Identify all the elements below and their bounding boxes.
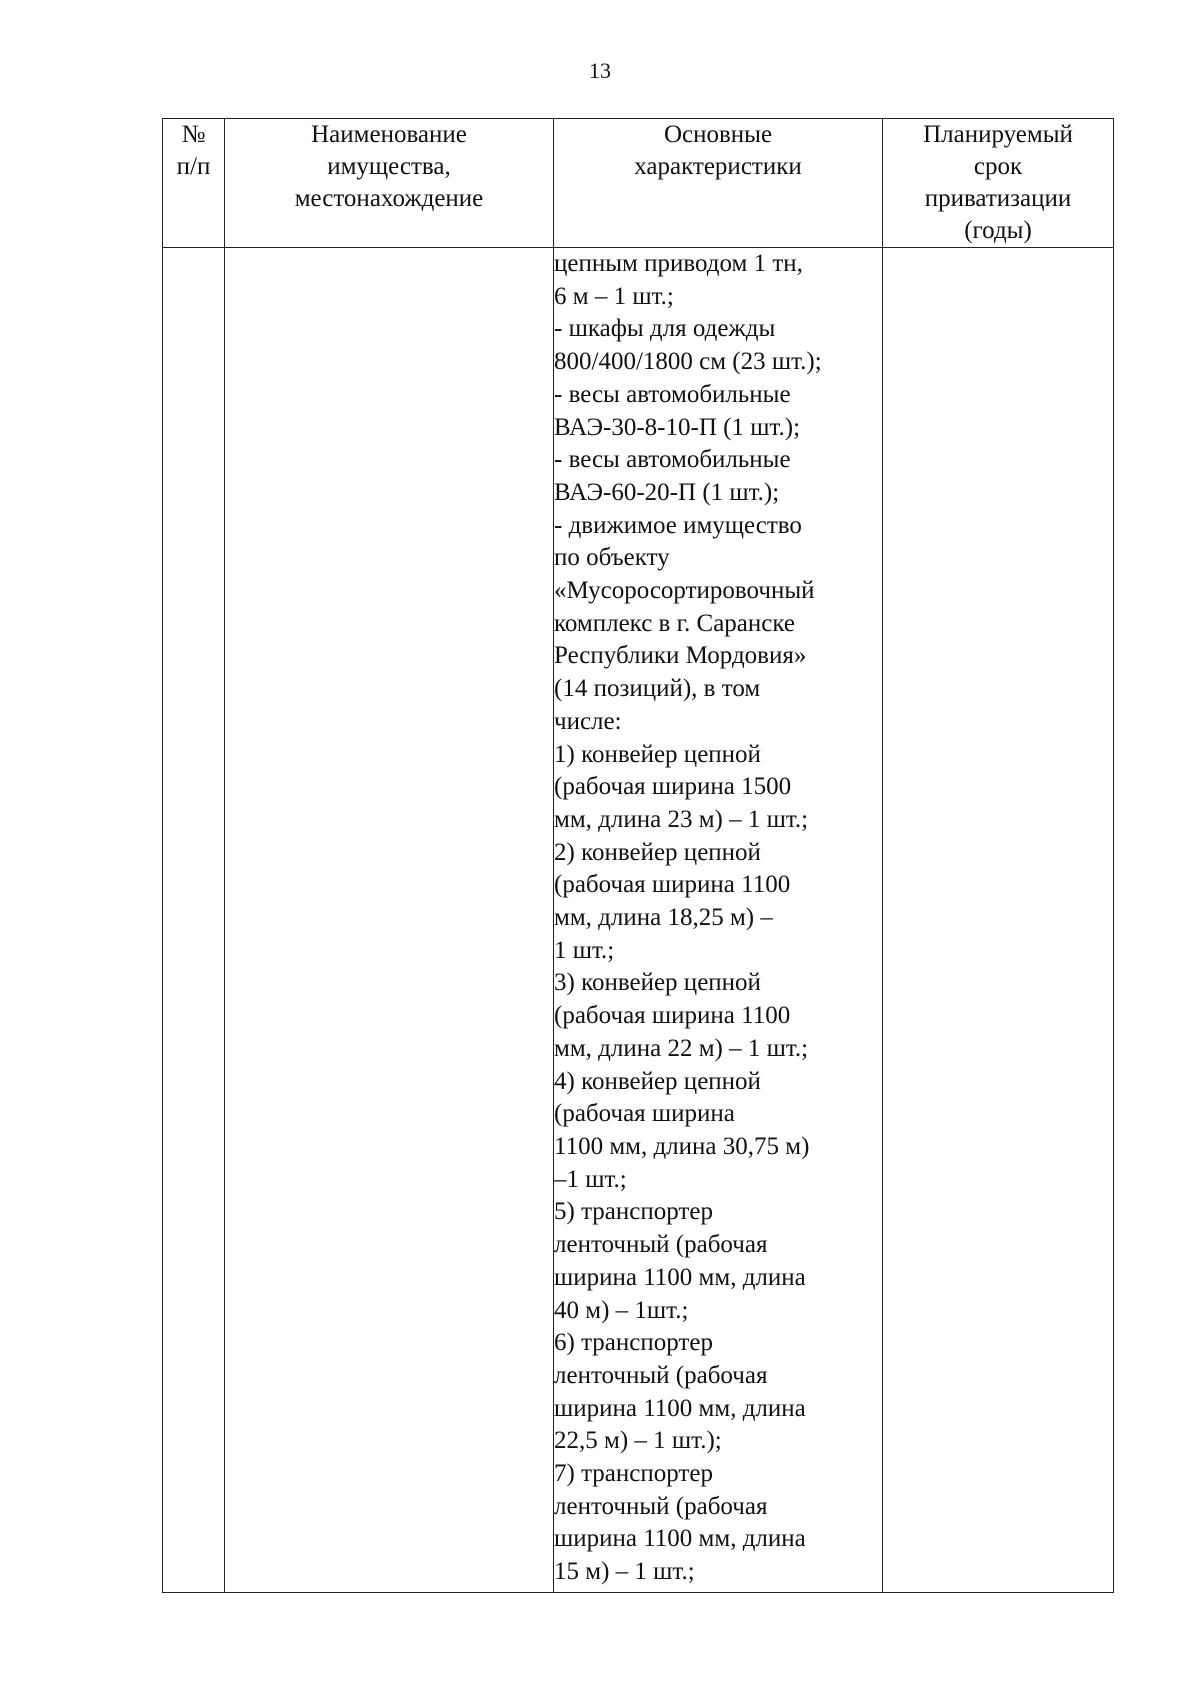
characteristics-line: (рабочая ширина bbox=[554, 1100, 735, 1128]
characteristics-line: мм, длина 22 м) – 1 шт.; bbox=[554, 1034, 809, 1062]
header-period-line: (годы) bbox=[964, 217, 1032, 244]
characteristics-line: 1 шт.; bbox=[554, 936, 615, 964]
page-number: 13 bbox=[589, 58, 611, 83]
characteristics-line: цепным приводом 1 тн, bbox=[554, 250, 803, 277]
characteristics-line: мм, длина 18,25 м) – bbox=[554, 904, 773, 932]
characteristics-line: Республики Мордовия» bbox=[554, 642, 807, 670]
characteristics-line: (рабочая ширина 1500 bbox=[554, 773, 792, 801]
characteristics-line: 40 м) – 1шт.; bbox=[554, 1296, 689, 1324]
header-name-line: имущества, bbox=[327, 153, 451, 180]
cell-name bbox=[225, 248, 554, 1593]
characteristics-line: (рабочая ширина 1100 bbox=[554, 1002, 791, 1030]
header-characteristics bbox=[554, 119, 883, 248]
characteristics-line: ленточный (рабочая bbox=[554, 1231, 768, 1259]
table-header-row bbox=[163, 119, 1114, 248]
characteristics-line: 22,5 м) – 1 шт.); bbox=[554, 1427, 722, 1455]
characteristics-line: 3) конвейер цепной bbox=[554, 969, 761, 997]
characteristics-line: –1 шт.; bbox=[554, 1165, 627, 1193]
privatization-table bbox=[162, 118, 1114, 1593]
characteristics-line: 15 м) – 1 шт.; bbox=[554, 1558, 695, 1586]
header-number-line: № bbox=[181, 121, 206, 148]
header-number-line: п/п bbox=[176, 153, 211, 180]
characteristics-line: - весы автомобильные bbox=[554, 446, 791, 474]
characteristics-line: 1100 мм, длина 30,75 м) bbox=[554, 1132, 810, 1160]
header-name-line: Наименование bbox=[311, 121, 467, 148]
cell-characteristics bbox=[554, 248, 883, 1593]
characteristics-line: 2) конвейер цепной bbox=[554, 838, 761, 866]
table-row bbox=[163, 248, 1114, 1593]
cell-number bbox=[163, 248, 225, 1593]
characteristics-line: 7) транспортер bbox=[554, 1460, 713, 1488]
header-number bbox=[163, 119, 225, 248]
characteristics-line: мм, длина 23 м) – 1 шт.; bbox=[554, 805, 809, 833]
header-name-line: местонахождение bbox=[294, 185, 484, 212]
header-characteristics-line: характеристики bbox=[634, 153, 802, 180]
header-period-line: Планируемый bbox=[923, 121, 1073, 148]
characteristics-line: ВАЭ-60-20-П (1 шт.); bbox=[554, 478, 780, 506]
header-period-line: срок bbox=[973, 153, 1023, 180]
characteristics-line: ленточный (рабочая bbox=[554, 1361, 768, 1389]
characteristics-line: 5) транспортер bbox=[554, 1198, 713, 1226]
characteristics-line: 6 м – 1 шт.; bbox=[554, 282, 674, 310]
header-characteristics-line: Основные bbox=[663, 121, 773, 148]
characteristics-line: ширина 1100 мм, длина bbox=[554, 1525, 806, 1553]
characteristics-line: комплекс в г. Саранске bbox=[554, 609, 795, 637]
characteristics-line: ленточный (рабочая bbox=[554, 1492, 768, 1520]
characteristics-line: 800/400/1800 см (23 шт.); bbox=[554, 348, 822, 376]
characteristics-line: (14 позиций), в том bbox=[554, 675, 761, 703]
characteristics-line: 1) конвейер цепной bbox=[554, 740, 761, 768]
characteristics-line: ВАЭ-30-8-10-П (1 шт.); bbox=[554, 413, 801, 441]
characteristics-line: - весы автомобильные bbox=[554, 380, 791, 408]
characteristics-line: ширина 1100 мм, длина bbox=[554, 1263, 806, 1291]
characteristics-line: 4) конвейер цепной bbox=[554, 1067, 761, 1095]
cell-period bbox=[883, 248, 1114, 1593]
header-name bbox=[225, 119, 554, 248]
header-period bbox=[883, 119, 1114, 248]
characteristics-line: (рабочая ширина 1100 bbox=[554, 871, 791, 899]
characteristics-line: «Мусоросортировочный bbox=[554, 577, 815, 605]
header-period-line: приватизации bbox=[924, 185, 1072, 212]
characteristics-line: ширина 1100 мм, длина bbox=[554, 1394, 806, 1422]
characteristics-line: по объекту bbox=[554, 544, 670, 572]
characteristics-line: 6) транспортер bbox=[554, 1329, 713, 1357]
characteristics-line: числе: bbox=[554, 707, 622, 735]
characteristics-line: - шкафы для одежды bbox=[554, 315, 776, 343]
characteristics-line: - движимое имущество bbox=[554, 511, 802, 539]
